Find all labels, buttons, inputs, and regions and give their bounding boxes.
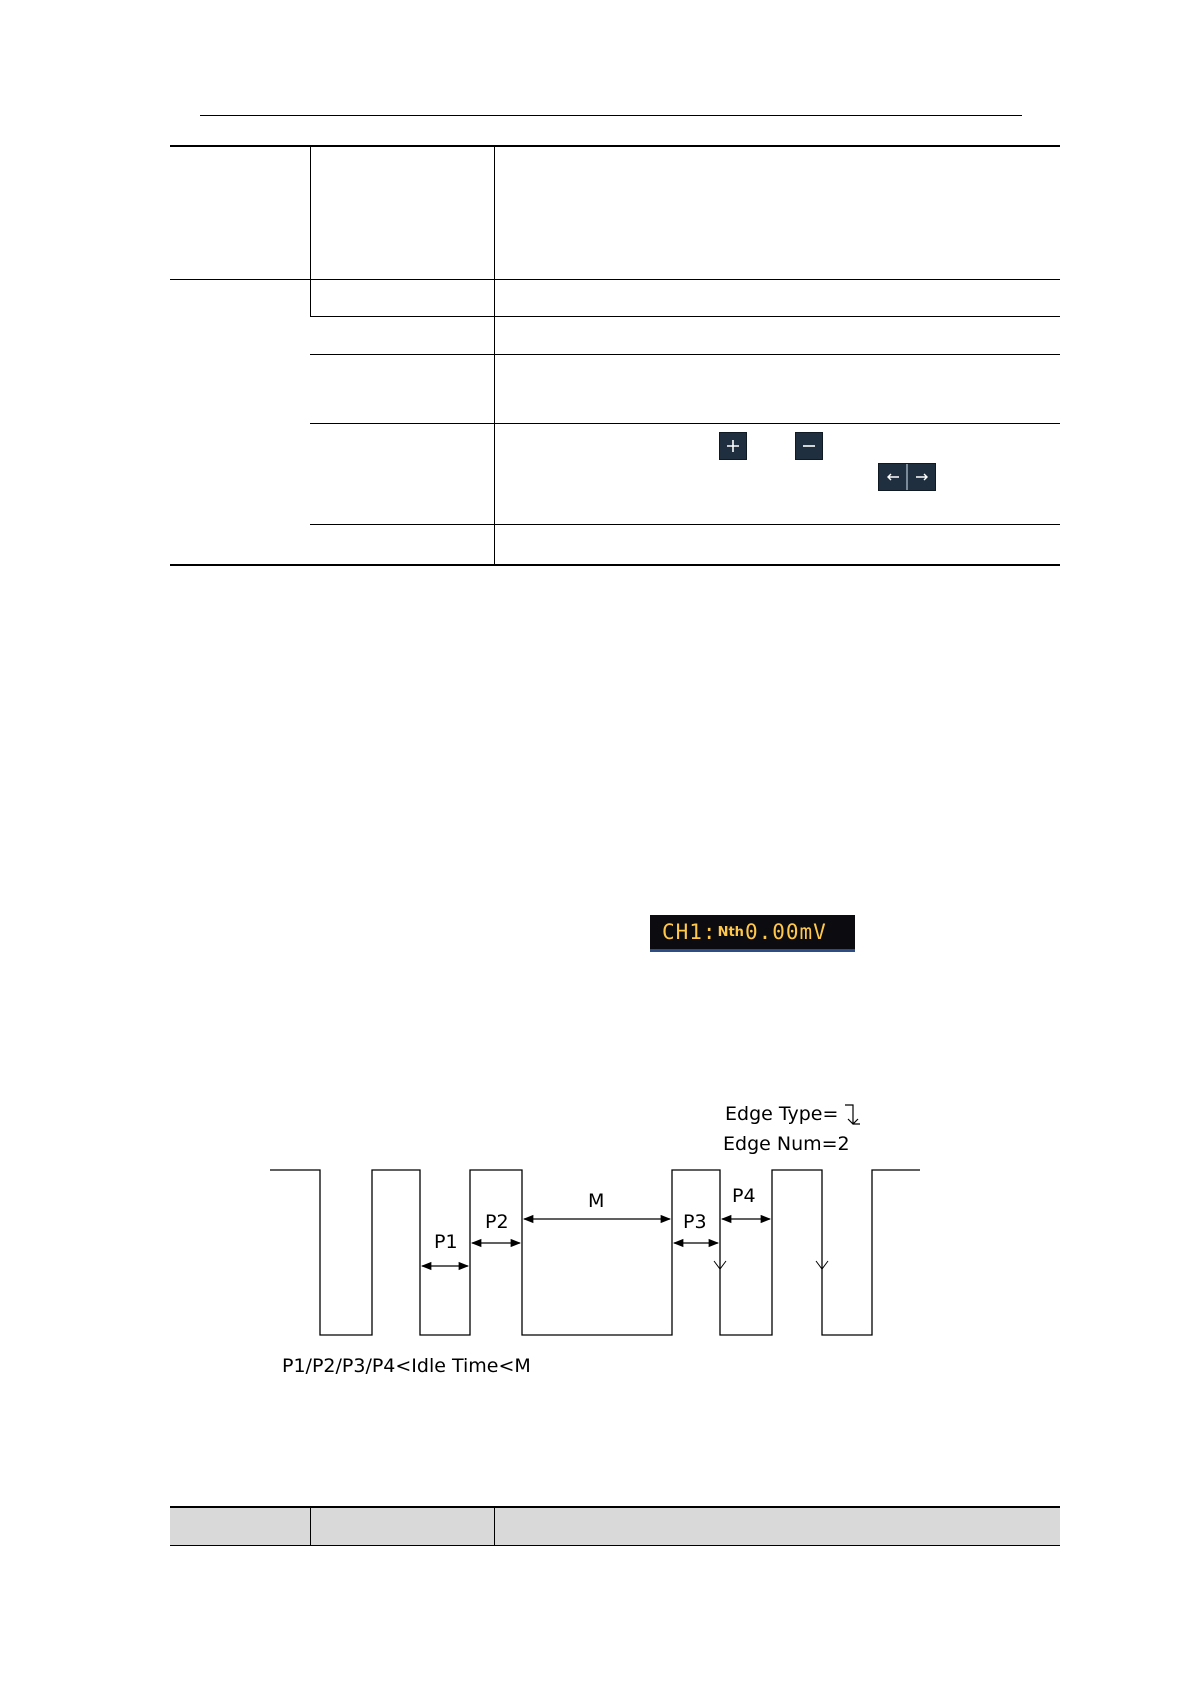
table-cell	[310, 354, 494, 423]
label-p1: P1	[434, 1231, 458, 1253]
table-cell	[310, 146, 494, 279]
nth-edge-trigger-diagram	[260, 1090, 940, 1410]
trigger-status-display	[650, 915, 855, 952]
table-cell	[170, 146, 310, 279]
table-row	[170, 146, 1060, 279]
table-cell	[494, 354, 1060, 423]
table-cell	[494, 316, 1060, 354]
table-cell	[494, 146, 1060, 279]
edge-num-label: Edge Num=2	[723, 1133, 850, 1155]
table-cell	[310, 423, 494, 524]
table-header-cell	[310, 1507, 494, 1546]
right-arrow-icon	[908, 464, 935, 490]
table-row	[170, 279, 1060, 316]
condition-text: P1/P2/P3/P4<Idle Time<M	[282, 1355, 531, 1377]
table-cell	[310, 279, 494, 316]
table-header-row	[170, 1507, 1060, 1546]
table-cell	[494, 279, 1060, 316]
status-mode: Nth	[717, 924, 744, 940]
left-arrow-icon	[879, 464, 908, 490]
label-p4: P4	[732, 1185, 756, 1207]
status-value: 0.00mV	[744, 920, 827, 944]
table-cell	[170, 279, 310, 565]
spec-table-top	[170, 145, 1060, 566]
table-cell	[310, 316, 494, 354]
table-cell	[494, 423, 1060, 524]
label-m: M	[588, 1190, 605, 1212]
minus-icon	[795, 432, 823, 460]
table-header-cell	[494, 1507, 1060, 1546]
table-cell	[310, 524, 494, 565]
left-right-arrows-icon	[878, 463, 936, 491]
spec-table-bottom	[170, 1506, 1060, 1546]
falling-edge-icon	[845, 1105, 860, 1124]
edge-type-label: Edge Type=	[725, 1103, 839, 1125]
table-header-cell	[170, 1507, 310, 1546]
plus-icon	[719, 432, 747, 460]
header-rule	[200, 115, 1022, 116]
table-cell	[494, 524, 1060, 565]
label-p3: P3	[683, 1211, 707, 1233]
label-p2: P2	[485, 1211, 509, 1233]
status-channel: CH1:	[662, 920, 717, 944]
